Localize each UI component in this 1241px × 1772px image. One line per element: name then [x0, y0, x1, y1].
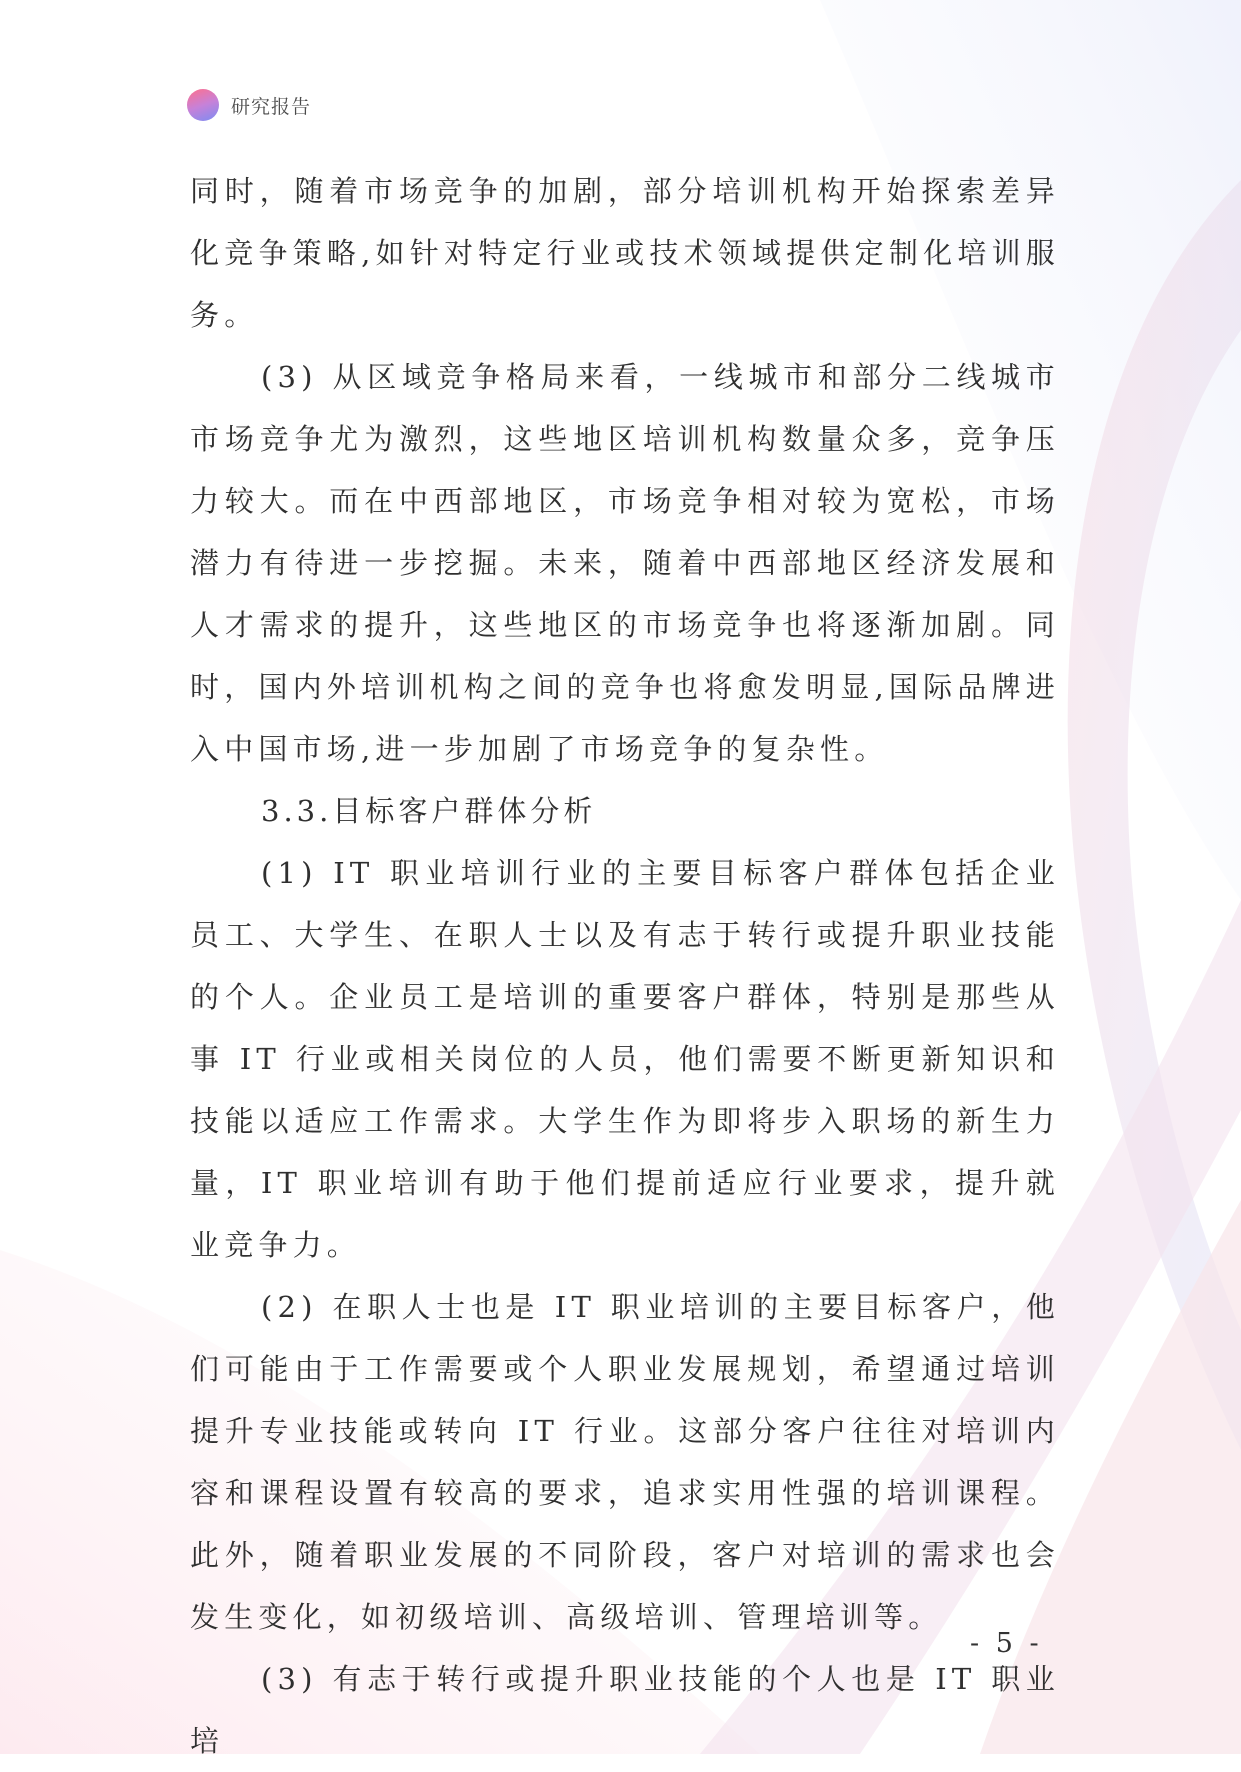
header-title: 研究报告	[231, 95, 312, 118]
report-header	[187, 87, 311, 123]
section-heading: 3.3.目标客户群体分析	[261, 794, 597, 828]
paragraph-regional-competition: (3) 从区域竞争格局来看，一线城市和部分二线城市市场竞争尤为激烈，这些地区培训机构数量众多，竞争压力较大。而在中西部地区，市场竞争相对较为宽松，市场潜力有待进一步挖掘。未来，随着中西部地区经济发展和人才需求的提升，这些地区的市场竞争也将逐渐加剧。同时，国内外培训机构之间的竞争也将愈发明显,国际品牌进入中国市场,进一步加剧了市场竞争的复杂性。	[190, 360, 1060, 766]
page-number: - 5 -	[970, 1628, 1043, 1659]
document-body	[190, 160, 1060, 1772]
paragraph-career-changers: (3) 有志于转行或提升职业技能的个人也是 IT 职业培	[190, 1662, 1060, 1758]
paragraph-in-service-professionals: (2) 在职人士也是 IT 职业培训的主要目标客户，他们可能由于工作需要或个人职业发展规划，希望通过培训提升专业技能或转向 IT 行业。这部分客户往往对培训内容和课程设置有较高的要求，追求实用性强的培训课程。此外，随着职业发展的不同阶段，客户对培训的需求也会发生变化，如初级培训、高级培训、管理培训等。	[190, 1290, 1060, 1634]
paragraph-target-groups: (1) IT 职业培训行业的主要目标客户群体包括企业员工、大学生、在职人士以及有志于转行或提升职业技能的个人。企业员工是培训的重要客户群体，特别是那些从事 IT 行业或相关岗位的人员，他们需要不断更新知识和技能以适应工作需求。大学生作为即将步入职场的新生力量，IT 职业培训有助于他们提前适应行业要求，提升就业竞争力。	[190, 856, 1060, 1262]
paragraph-continued: 同时，随着市场竞争的加剧，部分培训机构开始探索差异化竞争策略,如针对特定行业或技术领域提供定制化培训服务。	[190, 174, 1060, 332]
logo-circle-icon	[187, 89, 219, 121]
